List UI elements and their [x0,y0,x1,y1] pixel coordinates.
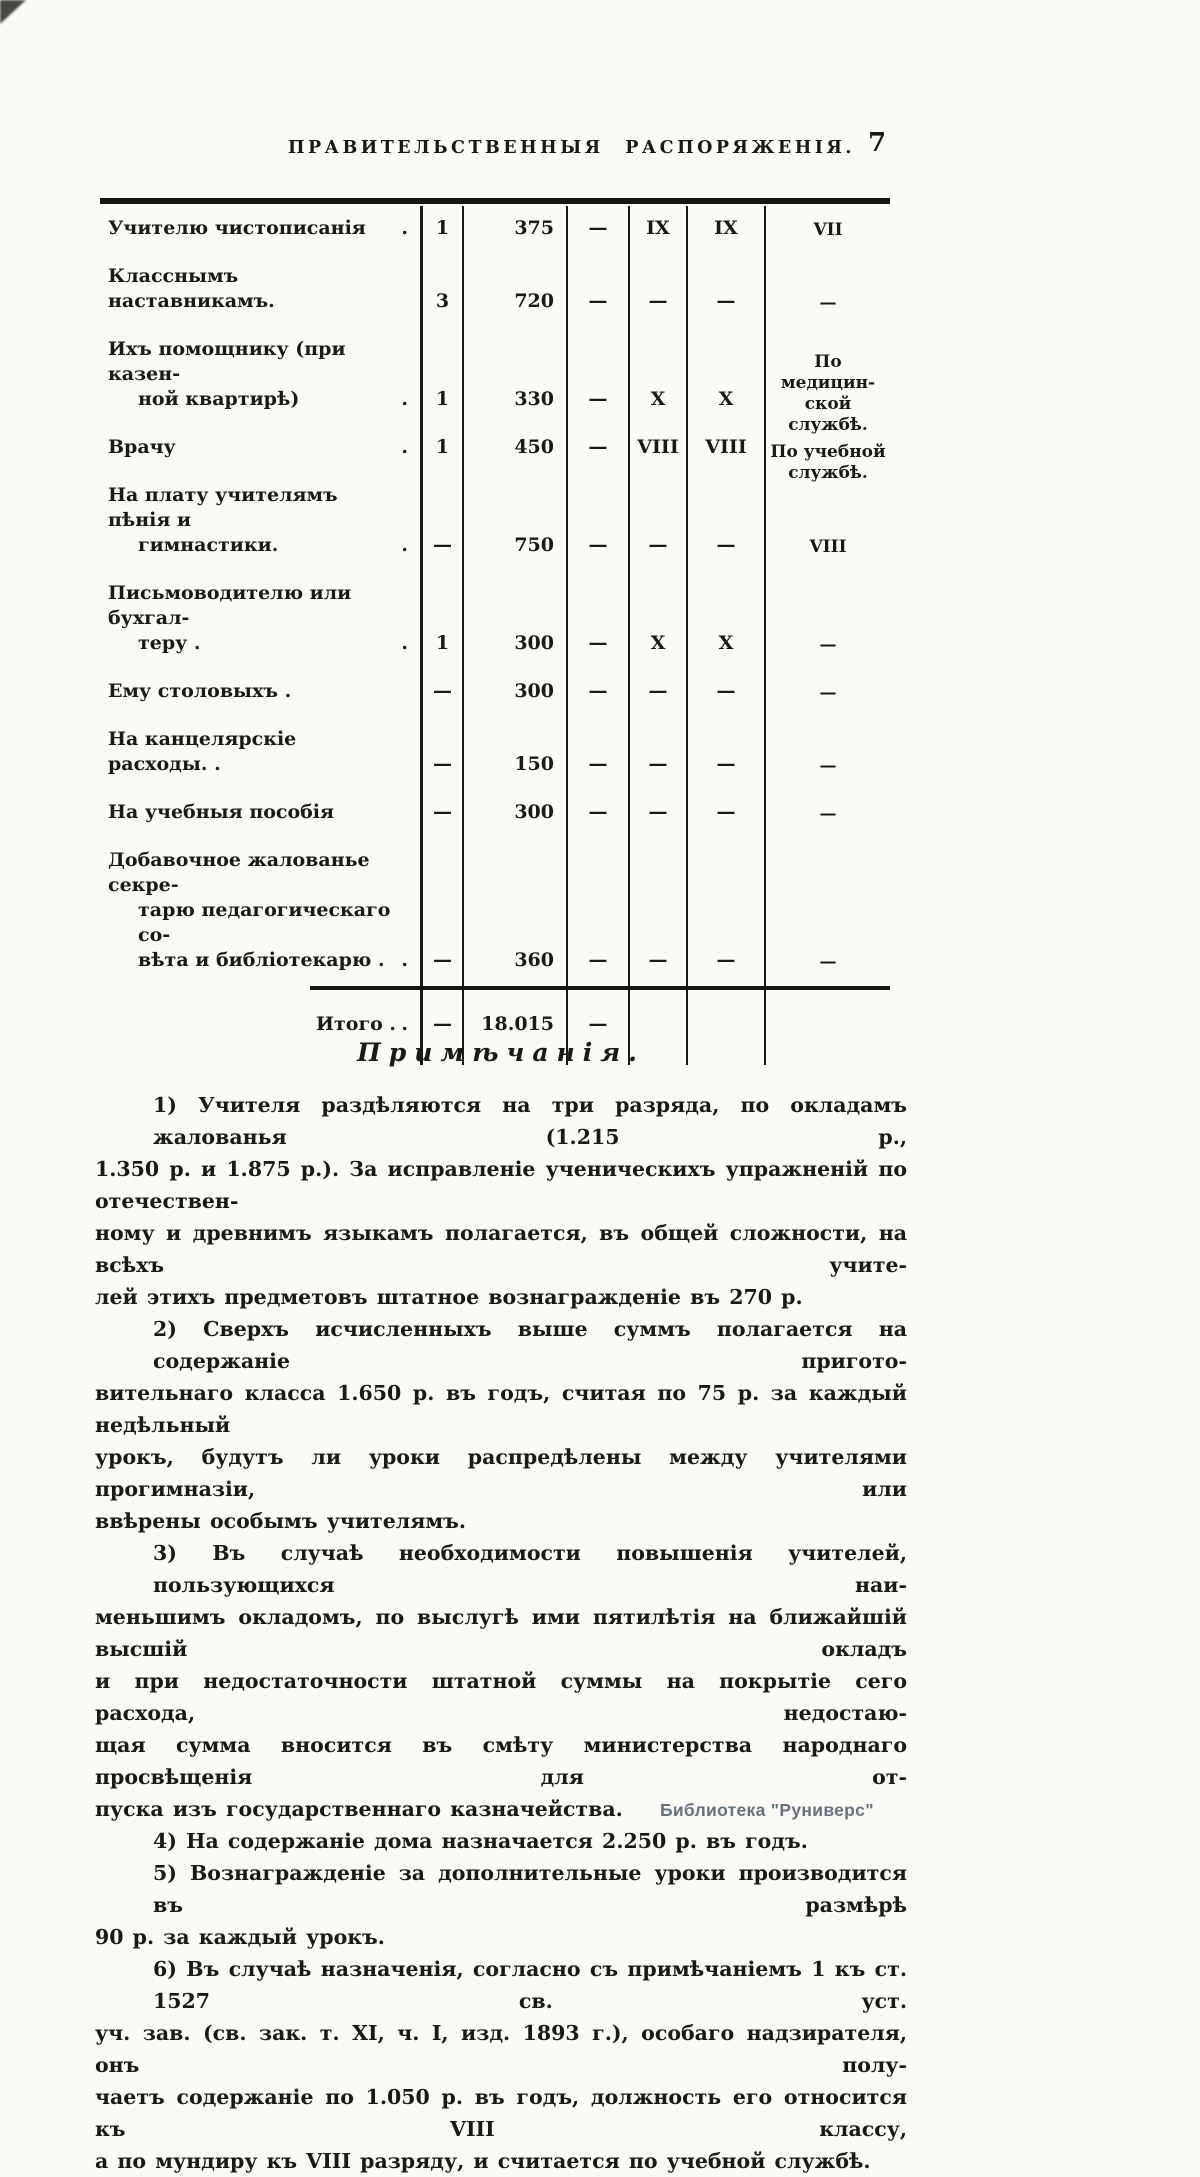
row-rank-cell-2: — [686,838,764,986]
note-item [95,1825,907,1857]
row-rank-cell-1: — [628,717,686,790]
row-dash-cell: — [566,254,628,327]
note-item [95,1953,907,2177]
row-amount-cell: 300 [462,571,566,669]
row-note-line: ской службѣ. [788,394,868,435]
row-tail-dot: . [401,436,408,458]
row-amount-cell: 330 [462,327,566,425]
row-label-line: вѣта и библіотекарю . [138,949,385,971]
table-row [100,790,890,838]
row-count-cell: 1 [420,206,462,254]
row-label-cell [100,717,420,790]
row-amount-cell: 300 [462,669,566,717]
table-row [100,717,890,790]
row-label-cell [100,206,420,254]
row-note-lines [766,537,890,558]
row-label-cell [100,571,420,669]
row-note-cell [764,717,890,790]
row-note-line: VII [813,220,843,240]
row-dash-cell: — [566,838,628,986]
table-row [100,838,890,986]
row-note-cell [764,254,890,327]
row-note-cell [764,473,890,571]
row-label-cell [100,669,420,717]
row-amount-cell: 450 [462,425,566,473]
note-line: урокъ, будутъ ли уроки распредѣлены между учителями прогимназіи, или [95,1445,907,1501]
note-line: 1) Учителя раздѣляются на три разряда, по окладамъ жалованья (1.215 р., [153,1093,907,1149]
page-number: 7 [868,128,887,158]
row-amount-cell: 150 [462,717,566,790]
note-line: и при недостаточности штатной суммы на покрытіе сего расхода, недостаю- [95,1669,907,1725]
notes-section [95,1038,907,2177]
row-note-lines [766,352,890,436]
row-label-cell [100,254,420,327]
row-note-lines [766,220,890,241]
note-line: лей этихъ предметовъ штатное вознагражденіе въ 270 р. [95,1285,803,1309]
table-row [100,669,890,717]
row-dash-cell: — [566,669,628,717]
row-amount-cell: 360 [462,838,566,986]
row-note-line: По медицин- [780,352,876,393]
row-note-line: службѣ. [788,463,868,483]
row-note-cell [764,790,890,838]
row-count-cell: — [420,669,462,717]
table-row [100,425,890,483]
row-rank-cell-1: — [628,254,686,327]
row-dash-cell: — [566,425,628,473]
row-label-line: тарю педагогическаго со- [138,899,391,946]
row-note-lines [766,635,890,656]
row-note-line: — [819,293,837,313]
row-rank-cell-1: X [628,571,686,669]
row-dash-cell: — [566,571,628,669]
row-note-lines [766,952,890,973]
row-rank-cell-2: IX [686,206,764,254]
table-body [100,206,890,986]
row-dash-cell: — [566,206,628,254]
row-count-cell: — [420,838,462,986]
row-tail-dot: . [401,388,408,410]
note-item [95,1537,907,1825]
row-label-line: Добавочное жалованье секре- [108,849,370,896]
table-row [100,206,890,254]
row-count-cell: — [420,473,462,571]
row-note-line: — [819,635,837,655]
note-line: 6) Въ случаѣ назначенія, согласно съ примѣчаніемъ 1 къ ст. 1527 св. уст. [153,1957,907,2013]
row-note-lines [766,804,890,825]
row-count-cell: — [420,790,462,838]
row-label-line: Ихъ помощнику (при казен- [108,338,346,385]
note-item [95,1089,907,1313]
row-note-cell [764,327,890,435]
note-line: 2) Сверхъ исчисленныхъ выше суммъ полагается на содержаніе пригото- [153,1317,907,1373]
row-rank-cell-2: — [686,254,764,327]
row-rank-cell-2: X [686,571,764,669]
row-label-line: Класснымъ наставникамъ. [108,265,275,312]
table-top-rule [100,198,890,204]
row-tail-dot: . [401,534,408,556]
row-label-line: Врачу [108,436,176,458]
row-tail-dot: . [401,949,408,971]
row-rank-cell-1: X [628,327,686,425]
row-label-line: Ему столовыхъ . [108,680,292,702]
salary-table [100,198,890,1065]
row-label-line: гимнастики. [138,534,279,556]
row-note-lines [766,756,890,777]
row-count-cell: 1 [420,327,462,425]
row-rank-cell-1: — [628,790,686,838]
row-note-line: VIII [809,537,847,557]
row-label-line: Учителю чистописанія [108,217,366,239]
row-note-cell [764,206,890,254]
note-line: 3) Въ случаѣ необходимости повышенія учителей, пользующихся наи- [153,1541,907,1597]
row-note-cell [764,669,890,717]
note-line: чаетъ содержаніе по 1.050 р. въ годъ, должность его относится къ VIII классу, [95,2085,907,2141]
row-dash-cell: — [566,327,628,425]
row-tail-dot: . [401,217,408,239]
row-rank-cell-2: VIII [686,425,764,473]
row-dash-cell: — [566,717,628,790]
row-note-lines [766,683,890,704]
row-count-cell: 1 [420,571,462,669]
note-line: ному и древнимъ языкамъ полагается, въ общей сложности, на всѣхъ учите- [95,1221,907,1277]
note-line: а по мундиру къ VIII разряду, и считается по учебной службѣ. [95,2149,871,2173]
total-label: Итого . [316,1013,396,1035]
notes-heading: Примѣчанія. [357,1038,645,1067]
row-tail-dot: . [401,632,408,654]
note-line: 4) На содержаніе дома назначается 2.250 р. въ годъ. [153,1829,808,1853]
row-rank-cell-1: — [628,669,686,717]
table-row [100,473,890,571]
row-rank-cell-1: — [628,838,686,986]
row-label-line: На плату учителямъ пѣнія и [108,484,338,531]
total-count-cell: — [420,990,462,1065]
row-amount-cell: 750 [462,473,566,571]
row-note-line: — [819,756,837,776]
row-rank-cell-2: — [686,669,764,717]
table-row [100,327,890,435]
note-line: уч. зав. (св. зак. т. XI, ч. I, изд. 1893 г.), особаго надзирателя, онъ полу- [95,2021,907,2077]
row-amount-cell: 720 [462,254,566,327]
runivers-watermark: Библиотека "Руниверс" [660,1800,874,1820]
row-rank-cell-2: — [686,790,764,838]
row-dash-cell: — [566,473,628,571]
note-line: щая сумма вносится въ смѣту министерства народнаго просвѣщенія для от- [95,1733,907,1789]
row-label-cell [100,425,420,473]
row-label-line: ной квартирѣ) [138,388,300,410]
row-label-cell [100,838,420,986]
note-line: пуска изъ государственнаго казначейства. [95,1797,623,1821]
row-rank-cell-2: — [686,717,764,790]
row-note-line: — [819,683,837,703]
row-label-line: теру . [138,632,201,654]
row-rank-cell-2: X [686,327,764,425]
note-line: ввѣрены особымъ учителямъ. [95,1509,467,1533]
row-label-cell [100,790,420,838]
row-label-line: На канцелярскіе расходы. . [108,728,297,775]
row-note-lines [766,293,890,314]
row-rank-cell-1: IX [628,206,686,254]
row-count-cell: — [420,717,462,790]
note-line: меньшимъ окладомъ, по выслугѣ ими пятилѣтія на ближайшій высшій окладъ [95,1605,907,1661]
row-amount-cell: 375 [462,206,566,254]
note-item [95,1313,907,1537]
row-amount-cell: 300 [462,790,566,838]
total-dash-cell: — [566,990,628,1065]
note-line: 90 р. за каждый урокъ. [95,1925,385,1949]
table-row [100,571,890,669]
row-dash-cell: — [566,790,628,838]
row-note-cell [764,425,890,483]
row-count-cell: 3 [420,254,462,327]
row-note-line: — [819,952,837,972]
row-label-line: На учебныя пособія [108,801,335,823]
row-note-line: По учебной [770,442,886,462]
row-note-cell [764,571,890,669]
row-note-cell [764,838,890,986]
note-line: 1.350 р. и 1.875 р.). За исправленіе ученическихъ упражненій по отечествен- [95,1157,907,1213]
row-rank-cell-1: — [628,473,686,571]
total-amount-cell: 18.015 [462,990,566,1065]
note-line: вительнаго класса 1.650 р. въ годъ, считая по 75 р. за каждый недѣльный [95,1381,907,1437]
page-title: ПРАВИТЕЛЬСТВЕННЫЯ РАСПОРЯЖЕНІЯ. [288,138,855,158]
total-tail-dot: . [401,1013,408,1035]
note-item [95,1857,907,1953]
row-label-cell [100,327,420,425]
row-rank-cell-2: — [686,473,764,571]
notes-list [95,1089,907,2177]
note-line: 5) Вознагражденіе за дополнительные уроки производится въ размѣрѣ [153,1861,907,1917]
row-label-line: Письмоводителю или бухгал- [108,582,352,629]
table-row [100,254,890,327]
row-note-line: — [819,804,837,824]
row-rank-cell-1: VIII [628,425,686,473]
row-count-cell: 1 [420,425,462,473]
row-label-cell [100,473,420,571]
